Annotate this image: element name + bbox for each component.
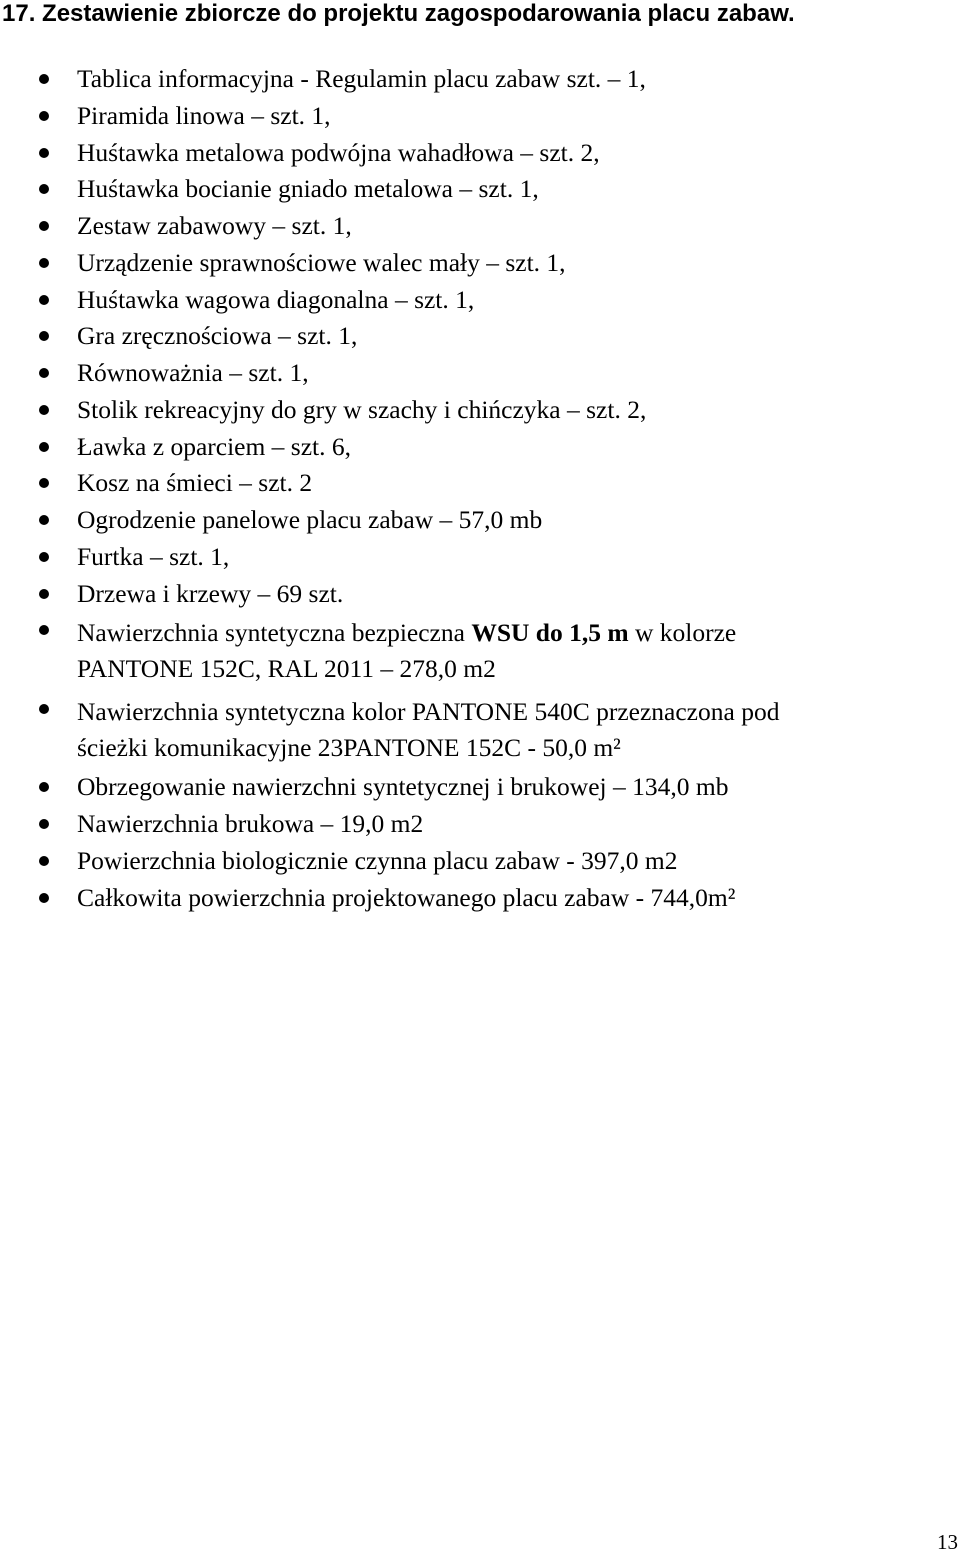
bullet-icon — [39, 295, 49, 305]
bullet-icon — [39, 782, 49, 792]
bullet-icon — [39, 552, 49, 562]
list-item-text: Tablica informacyjna - Regulamin placu zabaw szt. – 1, — [77, 64, 646, 93]
list-item-play-set — [0, 211, 960, 241]
bullet-icon — [39, 704, 49, 714]
list-item-bench — [0, 432, 960, 462]
bullet-icon — [39, 405, 49, 415]
section-heading: 17. Zestawienie zbiorcze do projektu zagospodarowania placu zabaw. — [2, 0, 795, 27]
list-item-dexterity-game — [0, 321, 960, 351]
summary-list — [0, 64, 960, 919]
list-item-text: Piramida linowa – szt. 1, — [77, 100, 331, 130]
list-item-text: Powierzchnia biologicznie czynna placu zabaw - 397,0 m2 — [77, 845, 678, 875]
bullet-icon — [39, 819, 49, 829]
list-item-text: Całkowita powierzchnia projektowanego placu zabaw - 744,0m² — [77, 882, 736, 912]
list-item-text: Kosz na śmieci – szt. 2 — [77, 468, 313, 498]
list-item-text: Drzewa i krzewy – 69 szt. — [77, 578, 344, 608]
bullet-icon — [39, 515, 49, 525]
bullet-icon — [39, 221, 49, 231]
list-item-text: Ławka z oparciem – szt. 6, — [77, 431, 352, 461]
surface-text-bold: WSU do 1,5 m — [471, 618, 629, 648]
bullet-icon — [39, 856, 49, 866]
list-item-seesaw — [0, 285, 960, 315]
surface-text-line-2: PANTONE 152C, RAL 2011 – 278,0 m2 — [77, 654, 496, 684]
bullet-icon — [39, 625, 49, 635]
list-item-biologically-active-area — [0, 846, 960, 876]
list-item-path-surface — [0, 694, 960, 766]
list-item-trash-bin — [0, 468, 960, 498]
list-item-text: Gra zręcznościowa – szt. 1, — [77, 321, 358, 351]
list-item-paving — [0, 809, 960, 839]
bullet-icon — [39, 368, 49, 378]
list-item-line — [77, 615, 920, 651]
bullet-icon — [39, 258, 49, 268]
list-item-text: Huśtawka bocianie gniado metalowa – szt. 1, — [77, 174, 539, 204]
list-item-text: Urządzenie sprawnościowe walec mały – szt. 1, — [77, 247, 566, 277]
bullet-icon — [39, 111, 49, 121]
list-item-text: Ogrodzenie panelowe placu zabaw – 57,0 mb — [77, 505, 543, 534]
bullet-icon — [39, 331, 49, 341]
list-item-game-table — [0, 395, 960, 425]
list-item-text: Obrzegowanie nawierzchni syntetycznej i brukowej – 134,0 mb — [77, 772, 729, 802]
list-item-text: Nawierzchnia brukowa – 19,0 m2 — [77, 809, 424, 838]
bullet-icon — [39, 893, 49, 903]
list-item-text: Równoważnia – szt. 1, — [77, 358, 309, 387]
bullet-icon — [39, 589, 49, 599]
page-number: 13 — [937, 1530, 958, 1554]
list-item-panel-fence — [0, 505, 960, 535]
list-item-text: Furtka – szt. 1, — [77, 541, 230, 571]
bullet-icon — [39, 148, 49, 158]
surface-text-prefix: Nawierzchnia syntetyczna bezpieczna — [77, 618, 472, 648]
bullet-icon — [39, 442, 49, 452]
list-item-gate — [0, 542, 960, 572]
list-item-edging — [0, 772, 960, 802]
list-item-information-board — [0, 64, 960, 94]
surface-text-suffix: w kolorze — [628, 618, 737, 648]
list-item-text: Huśtawka wagowa diagonalna – szt. 1, — [77, 284, 475, 314]
bullet-icon — [39, 184, 49, 194]
list-item-stork-nest-swing — [0, 174, 960, 204]
list-item-safety-surface — [0, 615, 960, 687]
bullet-icon — [39, 74, 49, 84]
path-text-line-1: Nawierzchnia syntetyczna kolor PANTONE 540C przeznaczona pod — [77, 696, 780, 726]
list-item-double-swing — [0, 138, 960, 168]
list-item-text: Stolik rekreacyjny do gry w szachy i chińczyka – szt. 2, — [77, 394, 647, 424]
list-item-rope-pyramid — [0, 101, 960, 131]
list-item-text: Zestaw zabawowy – szt. 1, — [77, 211, 352, 240]
bullet-icon — [39, 478, 49, 488]
list-item-fitness-roller — [0, 248, 960, 278]
list-item-text: Huśtawka metalowa podwójna wahadłowa – szt. 2, — [77, 137, 600, 167]
list-item-trees-shrubs — [0, 579, 960, 609]
list-item-balance-beam — [0, 358, 960, 388]
path-text-line-2: ścieżki komunikacyjne 23PANTONE 152C - 50,0 m² — [77, 732, 621, 762]
list-item-total-area — [0, 883, 960, 913]
